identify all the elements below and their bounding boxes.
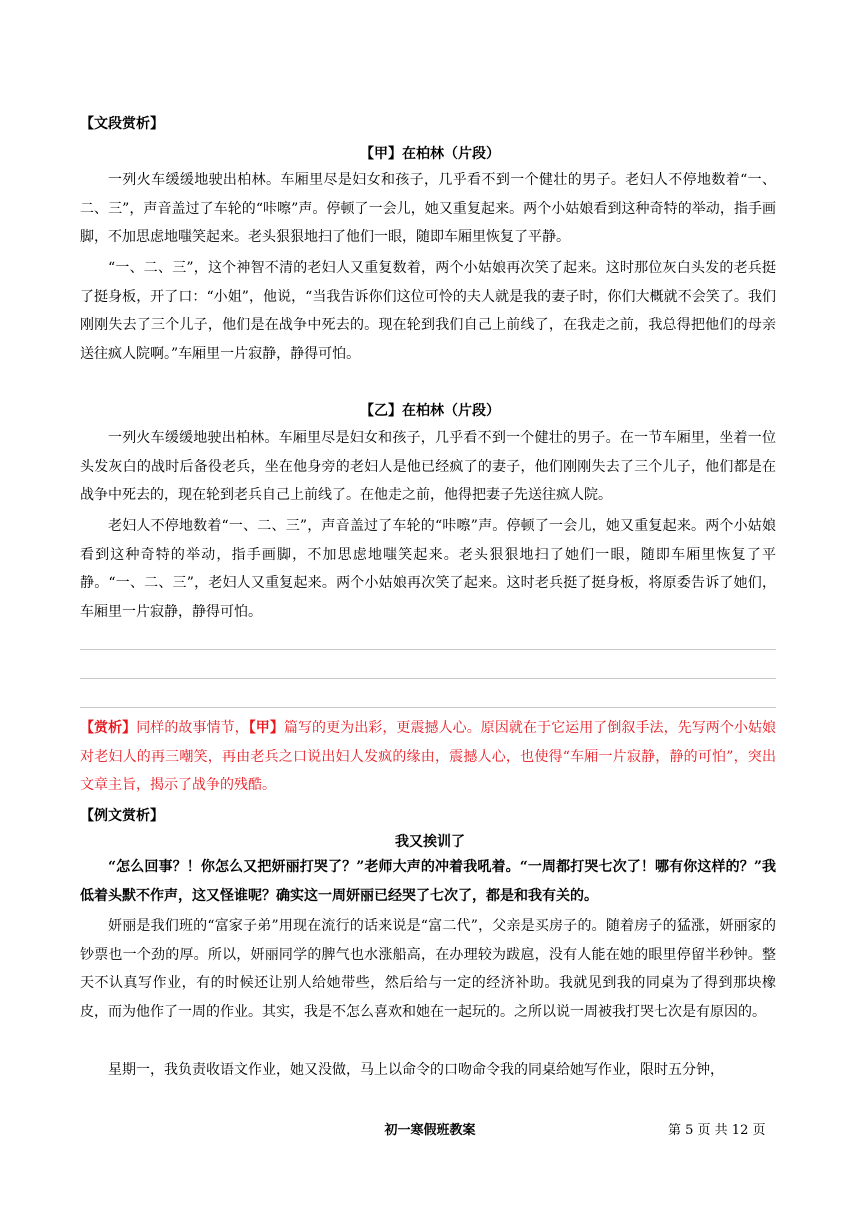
passage-yi-paragraph-2: 老妇人不停地数着“一、二、三”，声音盖过了车轮的“咔嚓”声。停顿了一会儿，她又重复起来。两个小姑娘看到这种奇特的举动，指手画脚，不加思虑地嗤笑起来。老头狠狠地扫了她们一眼，随即车厢里恢复了平静。“一、二、三”，老妇人又重复起来。两个小姑娘再次笑了起来。这时老兵挺了挺身板，将原委告诉了她们，车厢里一片寂静，静得可怕。 [80,518,776,620]
essay-paragraph-3: 星期一，我负责收语文作业，她又没做，马上以命令的口吻命令我的同桌给她写作业，限时五分钟， [108,1062,724,1078]
appreciation-text-a: 同样的故事情节， [136,720,249,736]
passage-yi-title: 【乙】在柏林（片段） [360,403,500,419]
answer-line-1 [80,649,776,650]
appreciation-note [80,714,776,800]
appreciation-label: 【赏析】 [80,720,137,736]
essay-paragraph-1: “怎么回事？！你怎么又把妍丽打哭了？”老师大声的冲着我吼着。“一周都打哭七次了！哪有你这样的？”我低着头默不作声，这又怪谁呢？确实这一周妍丽已经哭了七次了，都是和我有关的。 [80,859,776,904]
appreciation-jia-tag: 【甲】 [248,720,284,736]
appreciation-text-b: 篇写的更为出彩，更震撼人心。原因就在于它运用了倒叙手法，先写两个小姑娘对老妇人的再三嘲笑，再由老兵之口说出妇人发疯的缘由，震撼人心，也使得“车厢一片寂静，静的可怕”，突出文章主旨，揭示了战争的残酷。 [80,720,777,794]
essay-title: 我又挨训了 [395,834,465,850]
essay-paragraph-2: 妍丽是我们班的“富家子弟”用现在流行的话来说是“富二代”，父亲是买房子的。随着房子的猛涨，妍丽家的钞票也一个劲的厚。所以，妍丽同学的脾气也水涨船高，在办理较为跋扈，没有人能在她的眼里停留半秒钟。整天不认真写作业，有的时候还让别人给她带些，然后给与一定的经济补助。我就见到我的同桌为了得到那块橡皮，而为他作了一周的作业。其实，我是不怎么喜欢和她在一起玩的。之所以说一周被我打哭七次是有原因的。 [80,918,776,1020]
section-heading-wenduan: 【文段赏析】 [80,116,164,132]
footer-title: 初一寒假班教案 [384,1123,476,1138]
passage-jia-paragraph-2: “一、二、三”，这个神智不清的老妇人又重复数着，两个小姑娘再次笑了起来。这时那位灰白头发的老兵挺了挺身板，开了口：“小姐”，他说，“当我告诉你们这位可怜的夫人就是我的妻子时，你们大概就不会笑了。我们刚刚失去了三个儿子，他们是在战争中死去的。现在轮到我们自己上前线了，在我走之前，我总得把他们的母亲送往疯人院啊。”车厢里一片寂静，静得可怕。 [80,260,776,362]
passage-jia-paragraph-1: 一列火车缓缓地驶出柏林。车厢里尽是妇女和孩子，几乎看不到一个健壮的男子。老妇人不停地数着“一、二、三”，声音盖过了车轮的“咔嚓”声。停顿了一会儿，她又重复起来。两个小姑娘看到这种奇特的举动，指手画脚，不加思虑地嗤笑起来。老头狠狠地扫了他们一眼，随即车厢里恢复了平静。 [80,172,776,246]
passage-jia-title: 【甲】在柏林（片段） [360,146,500,162]
section-heading-liwen: 【例文赏析】 [80,808,164,824]
answer-line-2 [80,678,776,679]
page-number: 第 5 页 共 12 页 [668,1123,766,1138]
answer-line-3 [80,707,776,708]
passage-yi-paragraph-1: 一列火车缓缓地驶出柏林。车厢里尽是妇女和孩子，几乎看不到一个健壮的男子。在一节车厢里，坐着一位头发灰白的战时后备役老兵，坐在他身旁的老妇人是他已经疯了的妻子，他们刚刚失去了三个儿子，他们都是在战争中死去的，现在轮到老兵自己上前线了。在他走之前，他得把妻子先送往疯人院。 [80,430,776,504]
